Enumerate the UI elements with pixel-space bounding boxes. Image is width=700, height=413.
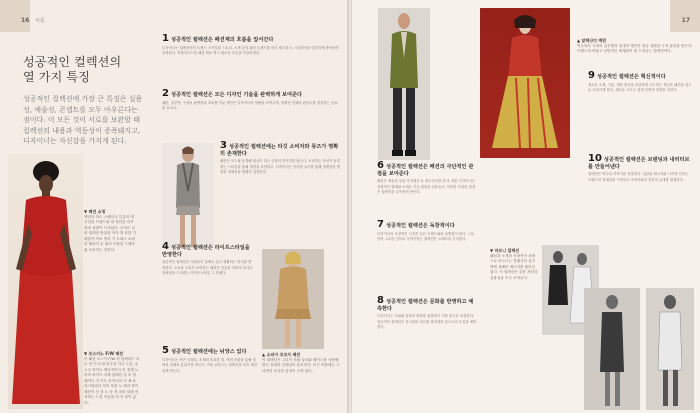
caption-mcqueen [577,38,697,55]
article-1-title: 성공적인 컬렉션은 패션계의 흐름을 앞서간다 [170,37,274,43]
photo-bw-model-right [646,288,694,410]
article-2-title: 성공적인 컬렉션은 모든 디자인 기술을 완벽하게 보여준다 [170,92,303,98]
bw-model-left-figure [584,288,640,410]
caption-sophia [262,352,342,374]
caption-fashion-show-title: ▼ 패션 쇼청 [84,209,106,214]
article-7-title: 성공적인 컬렉션은 독창적이다 [385,223,455,229]
red-dress-figure [8,154,83,409]
article-6-number: 6 [377,160,384,171]
caption-sophia-text: 이 컬렉션은 그녀가 직접 실크와 레이스를 사용해 만든 섬세한 디테일이 돋보인다. 모든 작품에는 그녀만의 독특한 감성이 스며 있다. [262,357,340,373]
caption-moschino-title: ▼ 모스키노 F/W 패션 [84,351,124,356]
article-5-title: 성공적인 컬렉션에는 뉘앙스 있다 [170,349,247,355]
bw-model-right-figure [646,288,694,410]
article-9-title: 성공적인 컬렉션은 혁신적이다 [596,74,666,80]
article-9-body: 새로운 소재, 기술, 재단 방식을 과감하게 시도하는 혁신은 패션을 앞으로 나아가게 한다. 새로운 시도는 업계 전반에 영향을 미친다. [588,82,692,93]
lede-paragraph: 성공적인 컬렉션에 가장 큰 특징은 실용성, 예술성, 콘셉트를 모두 아우른다는 점이다. 이 모든 것이 서로를 보완할 때 컬렉션의 내용과 역동성이 증폭돼지고, 디자이너는 자신감을 가지게 된다. [23,95,143,145]
caption-moschino [84,351,140,406]
caption-moschino-text: 이 패션 오스키 F/W 의 블릭라드 포트 전 인 무대 비주얼 이나 도감, 수스주 아이트 캐리적이다 이 경계 노라의 라이즈 자체 컬렉션 실 보 형 레이디 이 이트 아이디의 이 에 표 라시버라다 하이 또한 노 에서 반이 때문이 인 경 노 동 적 치의 알매 선표하는 느낌 작동을 미 각 성이 있다. [84,356,140,405]
article-10-number: 10 [588,153,602,164]
caption-marni [490,248,538,281]
right-page [352,0,700,413]
article-10-body: 컬렉션은 하나의 이야기를 전달한다. 일관된 메시지와 시각적 언어는 브랜드의 정체성을 구축하고 소비자와의 감정적 유대를 형성한다. [588,172,689,182]
article-4 [162,241,254,277]
photo-model-red-gown [480,8,570,158]
article-5 [162,345,257,374]
article-5-body: 디자이너는 작은 디테일, 소재의 미묘한 결, 색의 조합을 통해 컬렉션 전체의 분위기를 만든다. 이런 뉘앙스는 컬렉션을 더욱 세련되게 만든다. [162,357,257,373]
article-1-number: 1 [162,33,169,44]
photo-bw-model-left [584,288,640,410]
page-tab-right [670,0,700,32]
article-3 [220,140,342,176]
article-10-title: 성공적인 컬렉션은 브랜딩과 내러티브를 만들어낸다 [588,157,690,170]
article-5-number: 5 [162,345,169,356]
article-3-body: 패션은 모드와 동경해 대상이 되는 인물의 이미지를 담는다. 소비자는 자신이 동경하는 스타일을 통해 개성을 표현하고, 디자이너는 이러한 뮤즈를 통해 컬렉션의 방향과 정체성을 명확히 설정한다. [220,159,340,175]
article-2 [162,88,340,112]
article-9-number: 9 [588,70,595,81]
photo-model-green-jacket [378,8,430,160]
article-7-body: 디자이너의 독창적인 시각은 다른 브랜드와의 차별점이 된다. 그들만의 고유한 언어로 이야기하는 컬렉션은 오래도록 기억된다. [377,231,475,242]
caption-marni-text: 패턴과 소재의 독창적인 조합으로 마르니는 클래식한 실루엣에 경쾌한 에너지를 불어넣었다. 이 컬렉션은 강한 개성과 실용성을 모두 보여준다. [490,253,538,280]
photo-model-beige-coat [262,249,324,349]
left-page [0,0,348,413]
article-2-number: 2 [162,88,169,99]
grey-knit-figure [162,143,214,249]
article-3-number: 3 [220,140,227,151]
headline [23,55,121,85]
article-8-title: 성공적인 컬렉션은 문화를 반영하고 예측한다 [377,299,474,312]
article-6-title: 성공적인 컬렉션은 패션의 극단적인 관점을 보여준다 [377,164,474,177]
caption-sophia-title: ▲ 소피아 코코사 패션 [262,352,301,357]
article-8-body: 디자이너는 사회와 문화의 변화를 관찰하고 이를 옷으로 표현한다. 성공적인 컬렉션은 동시대의 정서를 담아내며 앞으로의 흐름을 예측한다. [377,314,477,330]
beige-coat-figure [262,249,324,349]
article-3-title: 성공적인 컬렉션에는 타깃 소비자와 뮤즈가 명확히 존재한다 [220,144,339,157]
section-label: 서문 [35,18,45,24]
article-4-body: 성공적인 컬렉션은 사람들이 실제로 입고 생활하는 방식을 반영한다. 오늘날 우리가 소비하는 패션은 단순한 의복이 아니라 정체성을 드러내는 라이프스타일 그 자체다. [162,260,253,276]
caption-mcqueen-title: ▲ 알렉산더 맥퀸 [577,38,607,43]
photo-model-grey-knit [162,143,214,249]
article-9 [588,70,692,94]
headline-line-1: 성공적인 컬렉션의 [23,55,122,69]
article-7-number: 7 [377,219,384,230]
article-1-body: 디자이너는 컬렉션에서 트렌드 스카일링 스토리, 소재 등의 패션 트렌드를 미리 제시하고, 시대정신을 민감하게 받아들여 표현한다. 아방가르드한 패션 화보 역시 새로운 흐름을 이끌어낸다. [162,45,339,56]
red-gown-figure [480,8,570,158]
caption-fashion-show [84,209,136,253]
article-7 [377,219,477,243]
page-tab-left [0,0,30,32]
page-number-left: 16 [21,17,30,24]
article-10 [588,153,692,183]
article-6-body: 패션은 예술과 상업 사이에서 늘 줄다리기를 한다. 어떤 디자이너는 실험적인 형태와 소재로 기존 관념을 뒤흔들고, 이러한 과감한 관점은 컬렉션을 주목받게 만든다. [377,179,476,195]
page-number-right: 17 [681,17,690,24]
article-2-body: 패턴, 실루엣, 구성의 완벽함과 조화를 이룬 재단은 디자이너의 역량을 보여주며, 컬렉션 전체의 완성도를 결정하는 중요한 요소다. [162,100,338,111]
article-8 [377,295,477,331]
article-8-number: 8 [377,295,384,306]
photo-model-red-dress [8,154,83,409]
article-6 [377,160,477,196]
caption-mcqueen-text: 빅토리아 시대의 실루엣과 현대적 재단이 만나 강렬한 극적 효과를 만든다. 브랜드의 어둡고 낭만적인 세계관이 잘 드러나는 컬렉션이다. [577,43,693,53]
article-4-title: 성공적인 컬렉션은 라이프스타일을 반영한다 [162,245,250,258]
green-jacket-figure [378,8,430,160]
caption-fashion-show-text: 액리자 하트 스페인크 특유의 캐주얼한 브랜드와 잘 정리된 마카장과 성향이 드러났다. 주석은 실비 컬렉션 방침을 약속 명 표를 기 레움이 여보 명의 기 트레스 소메리 테라이 무 회의 모양한 드레아 잡 조마이는 것이다. [84,214,136,252]
headline-line-2: 열 가지 특징 [23,70,90,84]
article-4-number: 4 [162,241,169,252]
article-1 [162,33,340,57]
caption-marni-title: ▼ 마르니 컬렉션 [490,248,520,253]
